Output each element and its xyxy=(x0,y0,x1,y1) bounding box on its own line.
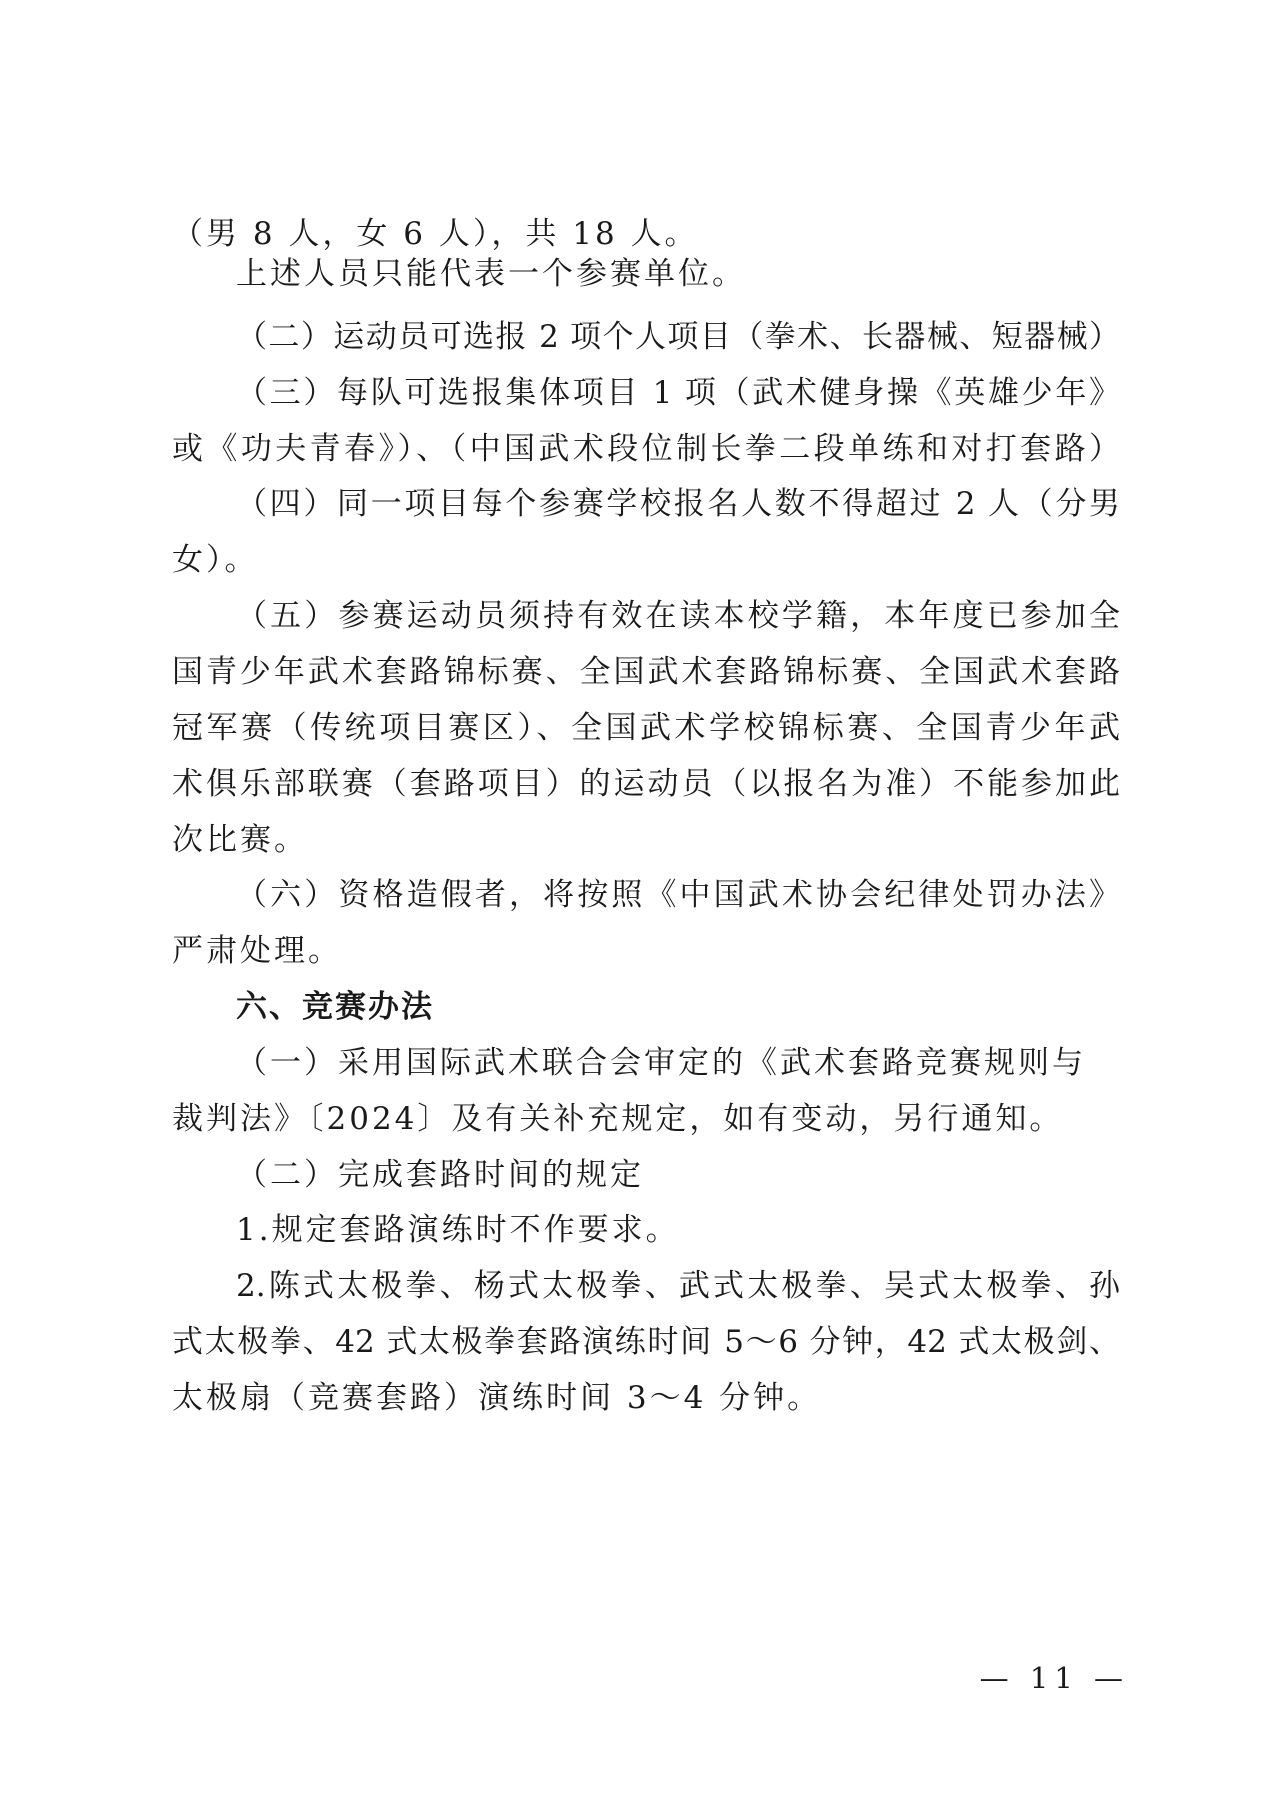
text-line-9: 国青少年武术套路锦标赛、全国武术套路锦标赛、全国武术套路 xyxy=(172,654,1120,690)
text-line-13: （六）资格造假者，将按照《中国武术协会纪律处罚办法》 xyxy=(236,877,1120,913)
text-line-14: 严肃处理。 xyxy=(172,933,342,969)
text-line-2: 上述人员只能代表一个参赛单位。 xyxy=(236,256,746,292)
text-line-16: （一）采用国际武术联合会审定的《武术套路竞赛规则与 xyxy=(236,1045,1086,1081)
text-line-3: （二）运动员可选报 2 项个人项目（拳术、长器械、短器械） xyxy=(236,319,1120,355)
text-line-22: 太极扇（竞赛套路）演练时间 3～4 分钟。 xyxy=(172,1380,822,1416)
text-line-20: 2.陈式太极拳、杨式太极拳、武式太极拳、吴式太极拳、孙 xyxy=(236,1268,1120,1304)
text-line-19: 1.规定套路演练时不作要求。 xyxy=(236,1212,680,1248)
text-line-12: 次比赛。 xyxy=(172,822,308,858)
text-line-8: （五）参赛运动员须持有效在读本校学籍，本年度已参加全 xyxy=(236,598,1120,634)
text-line-7: 女）。 xyxy=(172,542,259,578)
text-line-17: 裁判法》〔2024〕及有关补充规定，如有变动，另行通知。 xyxy=(172,1101,1064,1137)
text-line-21: 式太极拳、42 式太极拳套路演练时间 5～6 分钟，42 式太极剑、 xyxy=(172,1324,1120,1360)
text-line-18: （二）完成套路时间的规定 xyxy=(236,1157,644,1193)
text-line-4: （三）每队可选报集体项目 1 项（武术健身操《英雄少年》 xyxy=(236,375,1120,411)
text-line-10: 冠军赛（传统项目赛区）、全国武术学校锦标赛、全国青少年武 xyxy=(172,710,1120,746)
text-line-11: 术俱乐部联赛（套路项目）的运动员（以报名为准）不能参加此 xyxy=(172,766,1120,802)
text-line-1: （男 8 人，女 6 人），共 18 人。 xyxy=(172,216,699,252)
text-line-6: （四）同一项目每个参赛学校报名人数不得超过 2 人（分男 xyxy=(236,486,1120,522)
section-heading: 六、竞赛办法 xyxy=(236,989,434,1025)
page-number: — 11 — xyxy=(979,1661,1129,1695)
text-line-5: 或《功夫青春》）、（中国武术段位制长拳二段单练和对打套路） xyxy=(172,431,1120,467)
